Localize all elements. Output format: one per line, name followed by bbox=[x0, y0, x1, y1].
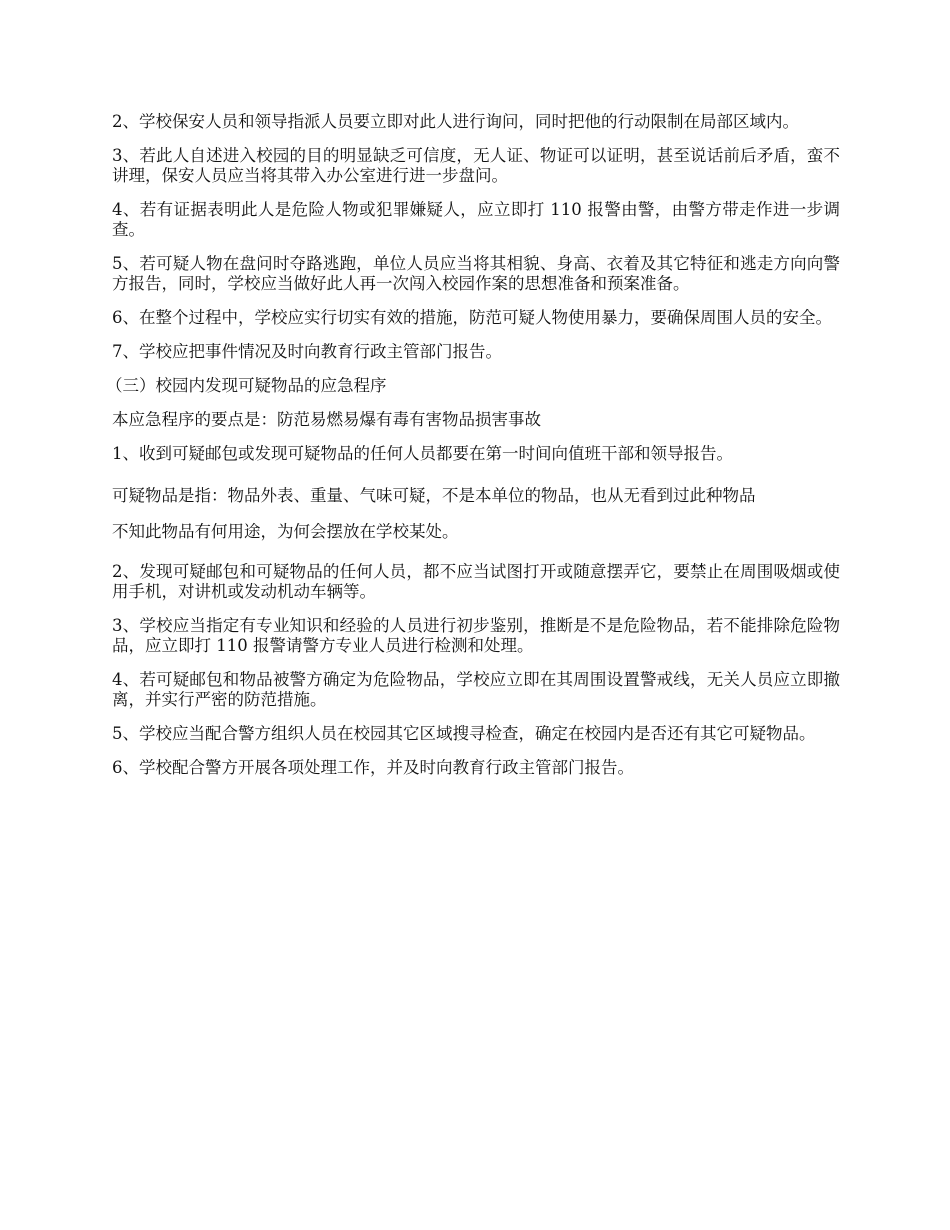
section-summary: 本应急程序的要点是：防范易燃易爆有毒有害物品损害事故 bbox=[112, 410, 541, 429]
paragraph-item-3b: 3、学校应当指定有专业知识和经验的人员进行初步鉴别，推断是不是危险物品，若不能排除危险物品，应立即打 110 报警请警方专业人员进行检测和处理。 bbox=[112, 616, 840, 655]
paragraph-item-6b: 6、学校配合警方开展各项处理工作，并及时向教育行政主管部门报告。 bbox=[112, 758, 634, 777]
document-body bbox=[106, 112, 840, 792]
paragraph-item-4: 4、若有证据表明此人是危险人物或犯罪嫌疑人，应立即打 110 报警由警，由警方带走作进一步调查。 bbox=[112, 200, 840, 239]
paragraph-item-6: 6、在整个过程中，学校应实行切实有效的措施，防范可疑人物使用暴力，要确保周围人员的安全。 bbox=[112, 308, 832, 327]
paragraph-item-2b: 2、发现可疑邮包和可疑物品的任何人员，都不应当试图打开或随意摆弄它，要禁止在周围吸烟或使用手机，对讲机或发动机动车辆等。 bbox=[112, 562, 840, 601]
paragraph-item-5b: 5、学校应当配合警方组织人员在校园其它区域搜寻检查，确定在校园内是否还有其它可疑物品。 bbox=[112, 724, 816, 743]
paragraph-item-4b: 4、若可疑邮包和物品被警方确定为危险物品，学校应立即在其周围设置警戒线，无关人员应立即撤离，并实行严密的防范措施。 bbox=[112, 670, 840, 709]
definition-line-1: 可疑物品是指：物品外表、重量、气味可疑，不是本单位的物品，也从无看到过此种物品 bbox=[112, 486, 756, 505]
paragraph-item-3: 3、若此人自述进入校园的目的明显缺乏可信度，无人证、物证可以证明，甚至说话前后矛盾，蛮不讲理，保安人员应当将其带入办公室进行进一步盘问。 bbox=[112, 146, 840, 185]
paragraph-item-1: 1、收到可疑邮包或发现可疑物品的任何人员都要在第一时间向值班干部和领导报告。 bbox=[112, 444, 733, 463]
paragraph-item-7: 7、学校应把事件情况及时向教育行政主管部门报告。 bbox=[112, 342, 502, 361]
paragraph-item-2: 2、学校保安人员和领导指派人员要立即对此人进行询问，同时把他的行动限制在局部区域内。 bbox=[112, 112, 799, 131]
definition-line-2: 不知此物品有何用途，为何会摆放在学校某处。 bbox=[112, 522, 459, 541]
paragraph-item-5: 5、若可疑人物在盘问时夺路逃跑，单位人员应当将其相貌、身高、衣着及其它特征和逃走方向向警方报告，同时，学校应当做好此人再一次闯入校园作案的思想准备和预案准备。 bbox=[112, 254, 840, 293]
section-heading: （三）校园内发现可疑物品的应急程序 bbox=[106, 376, 387, 395]
